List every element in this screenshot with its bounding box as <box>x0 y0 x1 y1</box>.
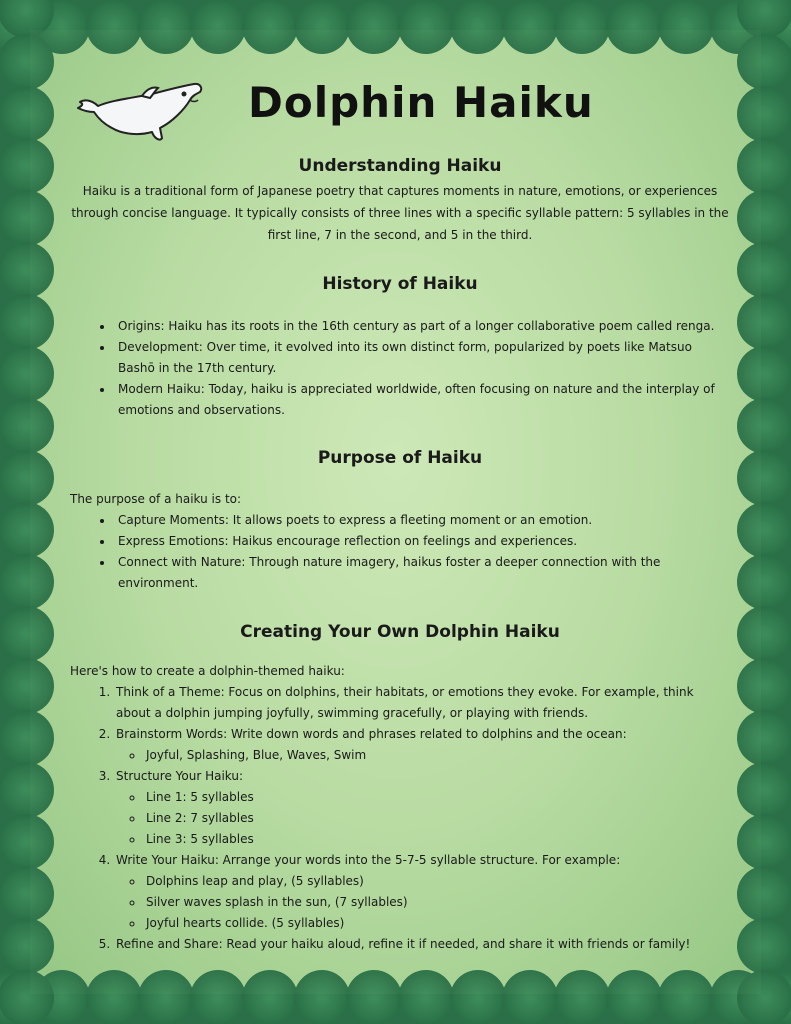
sub-list-item: ◦ Silver waves splash in the sun, (7 syllables) <box>144 892 730 913</box>
step-text: Write Your Haiku: Arrange your words into the 5-7-5 syllable structure. For example: <box>116 853 621 867</box>
list-item <box>114 850 730 934</box>
sub-list-item: ◦ Joyful hearts collide. (5 syllables) <box>144 913 730 934</box>
list-item: • Development: Over time, it evolved into its own distinct form, popularized by poets like Matsuo Bashō in the 17th century. <box>114 337 730 379</box>
creating-intro: Here's how to create a dolphin-themed haiku: <box>70 664 345 678</box>
sub-list-item: ◦ Line 1: 5 syllables <box>144 787 730 808</box>
sub-list-item: ◦ Line 2: 7 syllables <box>144 808 730 829</box>
understanding-heading: Understanding Haiku <box>298 156 502 176</box>
list-item: • Modern Haiku: Today, haiku is appreciated worldwide, often focusing on nature and the interplay of emotions and observations. <box>114 379 730 421</box>
list-item <box>114 724 730 766</box>
step-text: Think of a Theme: Focus on dolphins, their habitats, or emotions they evoke. For example, think about a dolphin jumping joyfully, swimming gracefully, or playing with friends. <box>116 685 694 720</box>
step-text: Refine and Share: Read your haiku aloud, refine it if needed, and share it with friends or family! <box>116 937 691 951</box>
sub-list <box>116 745 730 766</box>
understanding-text: Haiku is a traditional form of Japanese poetry that captures moments in nature, emotions, or experiences through concise language. It typically consists of three lines with a specific syllable pattern: 5 syllables in the first line, 7 in the second, and 5 in the third. <box>71 184 729 242</box>
list-item: • Origins: Haiku has its roots in the 16th century as part of a longer collaborative poem called renga. <box>114 316 730 337</box>
history-heading: History of Haiku <box>322 274 478 294</box>
step-text: Structure Your Haiku: <box>116 769 244 783</box>
list-item: • Capture Moments: It allows poets to express a fleeting moment or an emotion. <box>114 510 730 531</box>
list-item <box>114 682 730 724</box>
step-text: Brainstorm Words: Write down words and phrases related to dolphins and the ocean: <box>116 727 627 741</box>
section-creating <box>70 622 730 955</box>
sub-list <box>116 871 730 934</box>
sub-list-item: ◦ Dolphins leap and play, (5 syllables) <box>144 871 730 892</box>
section-history <box>70 274 730 421</box>
steps-list <box>70 682 730 955</box>
sub-list <box>116 787 730 850</box>
section-understanding <box>70 156 730 246</box>
section-purpose <box>70 448 730 594</box>
page-title: Dolphin Haiku <box>248 78 594 127</box>
list-item <box>114 766 730 850</box>
list-item: • Express Emotions: Haikus encourage reflection on feelings and experiences. <box>114 531 730 552</box>
purpose-intro: The purpose of a haiku is to: <box>70 492 242 506</box>
sub-list-item: ◦ Joyful, Splashing, Blue, Waves, Swim <box>144 745 730 766</box>
sub-list-item: ◦ Line 3: 5 syllables <box>144 829 730 850</box>
purpose-heading: Purpose of Haiku <box>317 448 483 468</box>
dolphin-icon <box>72 76 206 156</box>
purpose-list <box>70 510 730 594</box>
creating-heading: Creating Your Own Dolphin Haiku <box>240 622 560 642</box>
history-list <box>70 316 730 421</box>
list-item: • Connect with Nature: Through nature imagery, haikus foster a deeper connection with the environment. <box>114 552 730 594</box>
list-item <box>114 934 730 955</box>
